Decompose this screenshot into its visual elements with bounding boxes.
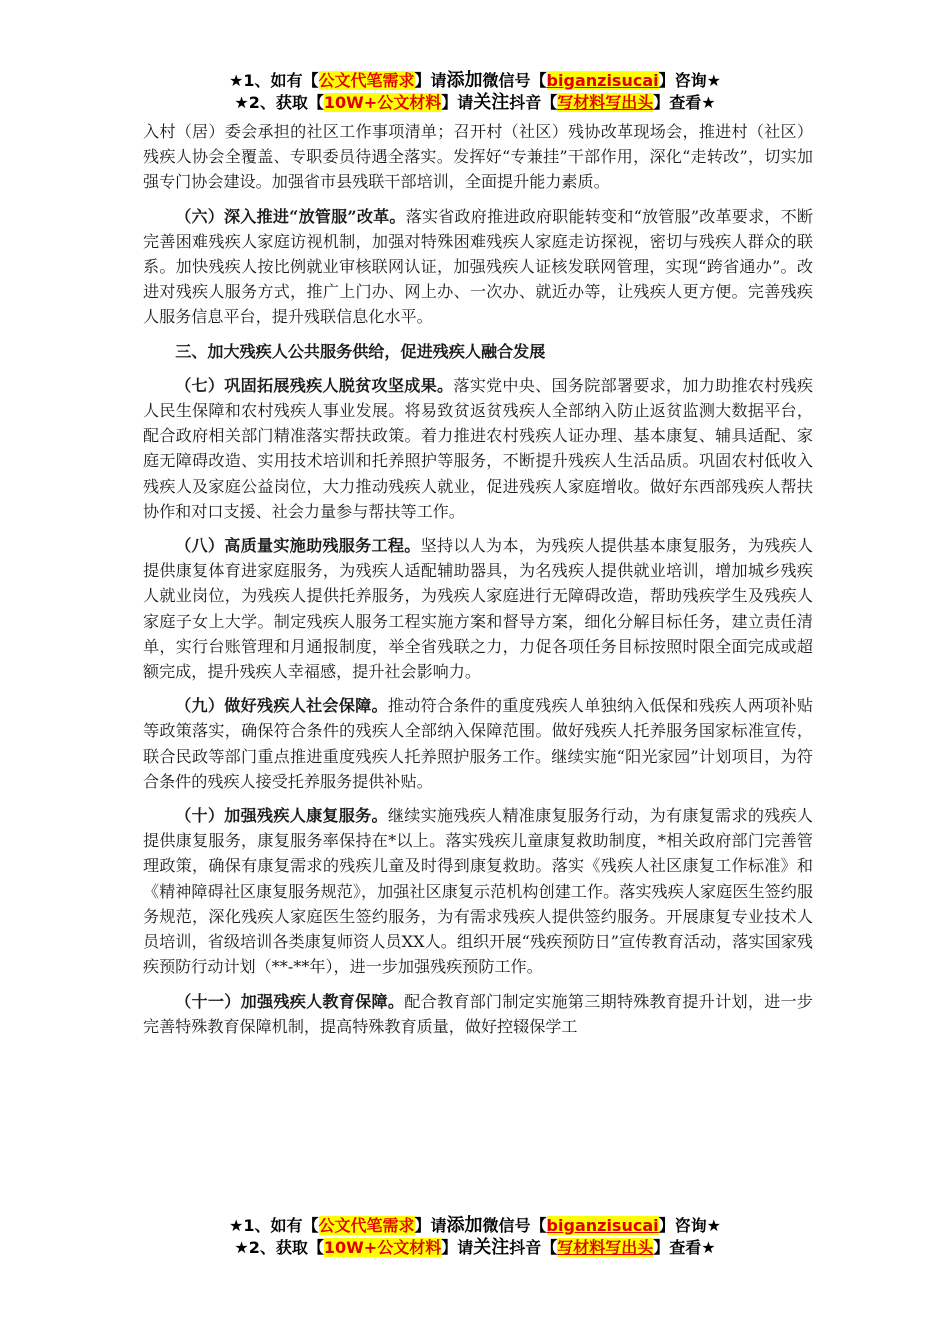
section-title: （七）巩固拓展残疾人脱贫攻坚成果。 [175, 375, 454, 395]
section-title: （十一）加强残疾人教育保障。 [175, 991, 405, 1011]
promo-banner-bottom [0, 1215, 950, 1259]
section-title: （九）做好残疾人社会保障。 [175, 696, 388, 716]
wechat-id-link[interactable]: biganzisucai [546, 1216, 659, 1235]
promo-line-1: ★1、如有【公文代笔需求】请添加微信号【biganzisucai】咨询★ [229, 1215, 721, 1236]
highlight-service: 公文代笔需求 [318, 71, 415, 90]
paragraph-section-8: （八）高质量实施助残服务工程。坚持以人为本，为残疾人提供基本康复服务，为残疾人提供康复体育进家庭服务，为残疾人适配辅助器具，为名残疾人提供就业培训，增加城乡残疾人就业岗位，为残疾人提供托养服务，为残疾人家庭进行无障碍改造，帮助残疾学生及残疾人家庭子女上大学。制定残疾人服务工程实施方案和督导方案，细化分解目标任务，建立责任清单，实行台账管理和月通报制度，举全省残联之力，力促各项任务目标按照时限全面完成或超额完成，提升残疾人幸福感，提升社会影响力。 [143, 536, 814, 682]
highlight-materials: 10W+公文材料 [323, 1238, 442, 1257]
paragraph-continuation: 入村（居）委会承担的社区工作事项清单；召开村（社区）残协改革现场会，推进村（社区）残疾人协会全覆盖、专职委员待遇全落实。发挥好“专兼挂”干部作用，深化“走转改”，切实加强专门协会建设。加强省市县残联干部培训，全面提升能力素质。 [143, 122, 813, 192]
douyin-account-link[interactable]: 写材料写出头 [557, 93, 654, 112]
section-title: （六）深入推进“放管服”改革。 [175, 206, 406, 226]
chapter-heading-3: 三、加大残疾人公共服务供给，促进残疾人融合发展 [175, 341, 546, 361]
paragraph-section-11: （十一）加强残疾人教育保障。配合教育部门制定实施第三期特殊教育提升计划，进一步完善特殊教育保障机制，提高特殊教育质量，做好控辍保学工 [143, 991, 814, 1036]
highlight-materials: 10W+公文材料 [323, 93, 442, 112]
document-body [143, 119, 813, 1048]
section-title: （十）加强残疾人康复服务。 [175, 806, 388, 826]
wechat-id-link[interactable]: biganzisucai [546, 71, 659, 90]
promo-banner-top [0, 70, 950, 114]
promo-line-1: ★1、如有【公文代笔需求】请添加微信号【biganzisucai】咨询★ [229, 70, 721, 91]
paragraph-section-6: （六）深入推进“放管服”改革。落实省政府推进政府职能转变和“放管服”改革要求，不断完善困难残疾人家庭访视机制，加强对特殊困难残疾人家庭走访探视，密切与残疾人群众的联系。加快残疾人按比例就业审核联网认证，加强残疾人证核发联网管理，实现“跨省通办”。改进对残疾人服务方式，推广上门办、网上办、一次办、就近办等，让残疾人更方便。完善残疾人服务信息平台，提升残联信息化水平。 [143, 206, 813, 327]
highlight-service: 公文代笔需求 [318, 1216, 415, 1235]
paragraph-section-9: （九）做好残疾人社会保障。推动符合条件的重度残疾人单独纳入低保和残疾人两项补贴等政策落实，确保符合条件的残疾人全部纳入保障范围。做好残疾人托养服务国家标准宣传，联合民政等部门重点推进重度残疾人托养照护服务工作。继续实施“阳光家园”计划项目，为符合条件的残疾人接受托养服务提供补贴。 [143, 696, 814, 791]
douyin-account-link[interactable]: 写材料写出头 [557, 1238, 654, 1257]
section-title: （八）高质量实施助残服务工程。 [175, 536, 421, 556]
paragraph-section-7: （七）巩固拓展残疾人脱贫攻坚成果。落实党中央、国务院部署要求，加力助推农村残疾人民生保障和农村残疾人事业发展。将易致贫返贫残疾人全部纳入防止返贫监测大数据平台，配合政府相关部门精准落实帮扶政策。着力推进农村残疾人证办理、基本康复、辅具适配、家庭无障碍改造、实用技术培训和托养照护等服务，不断提升残疾人生活品质。巩固农村低收入残疾人及家庭公益岗位，大力推动残疾人就业，促进残疾人家庭增收。做好东西部残疾人帮扶协作和对口支援、社会力量参与帮扶等工作。 [143, 375, 814, 521]
paragraph-section-10: （十）加强残疾人康复服务。继续实施残疾人精准康复服务行动，为有康复需求的残疾人提供康复服务，康复服务率保持在*以上。落实残疾儿童康复救助制度，*相关政府部门完善管理政策，确保有康复需求的残疾儿童及时得到康复救助。落实《残疾人社区康复工作标准》和《精神障碍社区康复服务规范》，加强社区康复示范机构创建工作。落实残疾人家庭医生签约服务规范，深化残疾人家庭医生签约服务，为有需求残疾人提供签约服务。开展康复专业技术人员培训，省级培训各类康复师资人员XX人。组织开展“残疾预防日”宣传教育活动，落实国家残疾预防行动计划（**-**年），进一步加强残疾预防工作。 [143, 806, 814, 977]
promo-line-2: ★2、获取【10W+公文材料】请关注抖音【写材料写出头】查看★ [234, 92, 716, 113]
promo-line-2: ★2、获取【10W+公文材料】请关注抖音【写材料写出头】查看★ [234, 1237, 716, 1258]
